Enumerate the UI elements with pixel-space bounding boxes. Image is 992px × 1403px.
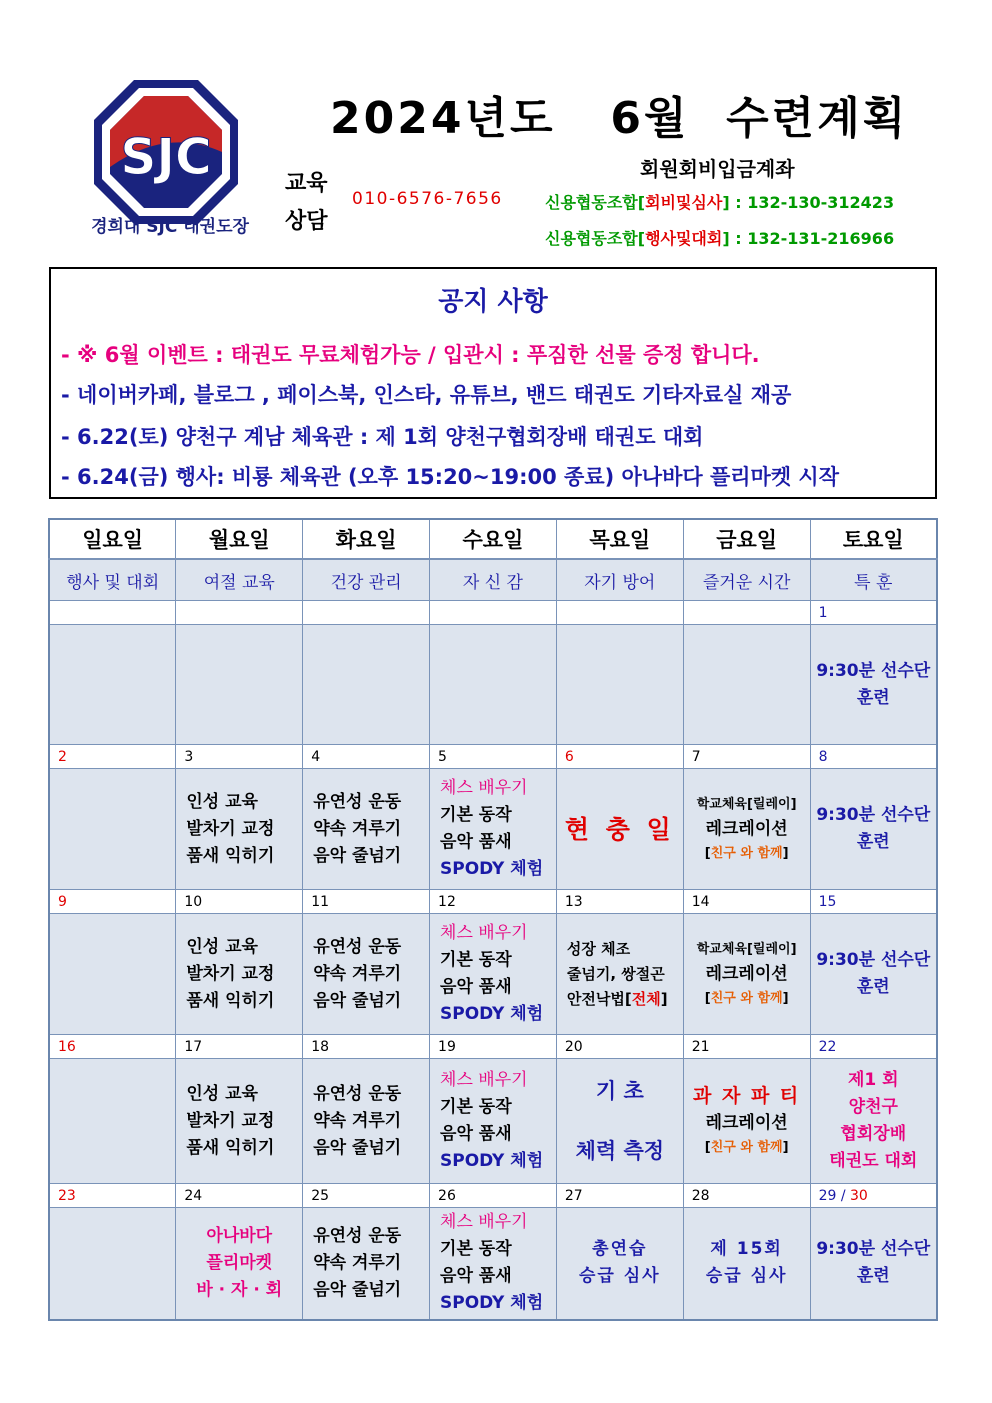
week-content-row: [49, 914, 937, 1035]
date-number: 26: [430, 1184, 557, 1208]
account-1-highlight: 회비및심사: [645, 193, 723, 212]
activity: 음악 줄넘기: [313, 990, 402, 1011]
account-2: [545, 226, 894, 249]
day-cell: [810, 625, 937, 745]
day-cell: [303, 625, 430, 745]
activity: 음악 품새: [440, 1266, 512, 1287]
activity: 약속 겨루기: [313, 1252, 402, 1273]
activity: 훈련: [856, 1266, 890, 1287]
activity: 음악 품새: [440, 1124, 512, 1144]
activity: 체력 측정: [575, 1139, 665, 1163]
day-name: 목요일: [556, 519, 683, 559]
day-name: 금요일: [683, 519, 810, 559]
day-cell: [556, 1059, 683, 1184]
date-number: 6: [556, 745, 683, 769]
date-number: 7: [683, 745, 810, 769]
date-number: 5: [430, 745, 557, 769]
activity: 음악 줄넘기: [313, 845, 402, 866]
day-cell: [303, 914, 430, 1035]
date-number: 22: [810, 1035, 937, 1059]
day-name: 토요일: [810, 519, 937, 559]
activity: 인성 교육: [186, 1083, 258, 1104]
date-row: [49, 890, 937, 914]
date-number: [303, 601, 430, 625]
day-cell: [49, 1059, 176, 1184]
activity: 승급 심사: [705, 1266, 788, 1287]
day-cell: [176, 1059, 303, 1184]
monthly-calendar: [48, 518, 938, 1321]
activity: 훈련: [856, 977, 890, 997]
activity: 기본 동작: [440, 805, 512, 825]
day-theme: 자 신 감: [430, 559, 557, 601]
date-number: 13: [556, 890, 683, 914]
activity: 9:30분 선수단: [816, 950, 931, 970]
activity: 훈련: [856, 687, 890, 708]
day-cell: [430, 914, 557, 1035]
activity: 유연성 운동: [313, 1225, 402, 1246]
day-cell: [810, 914, 937, 1035]
week-content-row: [49, 1059, 937, 1184]
activity: 과 자 파 티: [693, 1085, 801, 1107]
date-number: 23: [49, 1184, 176, 1208]
activity: 체스 배우기: [440, 1212, 528, 1233]
date-number: 28: [683, 1184, 810, 1208]
spacer: [557, 1107, 683, 1135]
date-number: 17: [176, 1035, 303, 1059]
date-number: 20: [556, 1035, 683, 1059]
day-theme: 여절 교육: [176, 559, 303, 601]
notice-line: - 6.22(토) 양천구 계남 체육관 : 제 1회 양천구협회장배 태권도 대회: [61, 425, 704, 449]
holiday-label: 현 충 일: [564, 814, 675, 844]
date-number: 24: [176, 1184, 303, 1208]
day-names-row: [49, 519, 937, 559]
activity: 음악 줄넘기: [313, 1137, 402, 1158]
day-name: 일요일: [49, 519, 176, 559]
day-cell: [49, 769, 176, 890]
school-logo: [86, 72, 249, 242]
day-theme: 즐거운 시간: [683, 559, 810, 601]
activity: 성장 체조: [566, 939, 631, 958]
date-number: 14: [683, 890, 810, 914]
activity: 학교체육[릴레이]: [696, 941, 797, 957]
activity: 약속 겨루기: [313, 818, 402, 839]
phone-number: 010-6576-7656: [352, 189, 503, 209]
date-number: [556, 601, 683, 625]
date-number: 16: [49, 1035, 176, 1059]
account-2-suffix: ] : 132-131-216966: [722, 229, 895, 248]
activity: 약속 겨루기: [313, 1110, 402, 1131]
date-row: [49, 601, 937, 625]
svg-text:SJC: SJC: [120, 128, 212, 186]
day-cell: [556, 625, 683, 745]
date-number: 27: [556, 1184, 683, 1208]
day-theme: 건강 관리: [303, 559, 430, 601]
activity: 품새 익히기: [186, 1137, 275, 1158]
activity: 레크레이션: [705, 1113, 788, 1133]
day-cell: [683, 1208, 810, 1320]
activity: 음악 줄넘기: [313, 1279, 402, 1300]
notice-line: - 6.24(금) 행사: 비룡 체육관 (오후 15:20~19:00 종료) 아나바다 플리마켓 시작: [61, 465, 840, 489]
day-cell: [430, 625, 557, 745]
activity: 양천구: [848, 1097, 898, 1117]
week-content-row: [49, 769, 937, 890]
day-theme: 행사 및 대회: [49, 559, 176, 601]
activity: 학교체육[릴레이]: [696, 796, 797, 812]
date-number: 11: [303, 890, 430, 914]
activity: 발차기 교정: [186, 963, 275, 984]
date-number-30: 30: [850, 1187, 868, 1204]
activity: 승급 심사: [578, 1266, 661, 1287]
activity: 인성 교육: [186, 936, 258, 957]
date-number: [683, 601, 810, 625]
day-theme: 특 훈: [810, 559, 937, 601]
account-title: 회원회비입금계좌: [640, 157, 795, 181]
date-row: [49, 745, 937, 769]
activity: 음악 품새: [440, 977, 512, 997]
logo-arc-text: 경희대 SJC 태권도장: [91, 217, 249, 237]
date-number: [430, 601, 557, 625]
activity: 훈련: [856, 832, 890, 852]
activity-highlight: 친구 와 함께: [710, 845, 783, 861]
date-number: [49, 601, 176, 625]
activity-text: 안전낙법[: [566, 989, 632, 1008]
activity: 총연습: [592, 1239, 648, 1260]
activity: 기본 동작: [440, 950, 512, 970]
date-number: 10: [176, 890, 303, 914]
date-number: 2: [49, 745, 176, 769]
day-cell: [49, 1208, 176, 1320]
date-number: 12: [430, 890, 557, 914]
activity-highlight: 전체: [631, 989, 661, 1008]
activity: 체스 배우기: [440, 778, 528, 798]
activity: [친구 와 함께]: [704, 1140, 789, 1155]
activity: 품새 익히기: [186, 990, 275, 1011]
activity: [친구 와 함께]: [704, 845, 789, 861]
account-2-prefix: 신용협동조합[: [545, 229, 646, 248]
activity-highlight: 친구 와 함께: [710, 990, 783, 1006]
account-2-highlight: 행사및대회: [645, 229, 723, 248]
date-number: 9: [49, 890, 176, 914]
date-number: 21: [683, 1035, 810, 1059]
activity: 9:30분 선수단: [816, 805, 931, 825]
consult-label-text: 상담: [285, 209, 328, 234]
activity: 음악 품새: [440, 832, 512, 852]
day-name: 월요일: [176, 519, 303, 559]
day-cell: [683, 769, 810, 890]
activity-highlight: 친구 와 함께: [710, 1140, 783, 1155]
activity: 제 15회: [710, 1239, 783, 1260]
activity: 유연성 운동: [313, 936, 402, 957]
activity: [567, 987, 683, 1012]
date-number: 8: [810, 745, 937, 769]
day-name: 화요일: [303, 519, 430, 559]
activity: SPODY 체험: [440, 859, 544, 879]
activity: 약속 겨루기: [313, 963, 402, 984]
account-1-prefix: 신용협동조합[: [545, 193, 646, 212]
activity: 유연성 운동: [313, 1083, 402, 1104]
day-cell: [303, 1208, 430, 1320]
day-cell: [430, 769, 557, 890]
date-row: [49, 1035, 937, 1059]
day-cell: [303, 769, 430, 890]
activity: [친구 와 함께]: [704, 990, 789, 1006]
notice-line: - ※ 6월 이벤트 : 태권도 무료체험가능 / 입관시 : 푸짐한 선물 증정 합니다.: [61, 343, 760, 367]
themes-row: [49, 559, 937, 601]
day-cell: [49, 625, 176, 745]
date-number: 19: [430, 1035, 557, 1059]
activity: 기본 동작: [440, 1097, 512, 1117]
day-cell: [556, 1208, 683, 1320]
notice-line: - 네이버카페, 블로그 , 페이스북, 인스타, 유튜브, 밴드 태권도 기타자료실 재공: [61, 383, 792, 407]
date-number: 4: [303, 745, 430, 769]
activity: 9:30분 선수단: [816, 1239, 931, 1260]
activity: 품새 익히기: [186, 845, 275, 866]
account-1-suffix: ] : 132-130-312423: [722, 193, 895, 212]
activity: 9:30분 선수단: [816, 660, 931, 681]
activity: 플리마켓: [206, 1252, 273, 1273]
day-cell: [810, 1059, 937, 1184]
activity: 제1 회: [847, 1070, 899, 1090]
day-cell: [556, 914, 683, 1035]
activity: 바 · 자 · 회: [196, 1279, 283, 1300]
activity: 태권도 대회: [829, 1151, 918, 1171]
date-number: [176, 601, 303, 625]
activity: 아나바다: [206, 1225, 273, 1246]
week-content-row: [49, 625, 937, 745]
notice-title: 공지 사항: [438, 287, 548, 317]
day-cell: [176, 914, 303, 1035]
day-cell: [49, 914, 176, 1035]
activity: 인성 교육: [186, 791, 258, 812]
date-number: 1: [810, 601, 937, 625]
day-cell: [683, 625, 810, 745]
activity: 체스 배우기: [440, 1070, 528, 1090]
day-cell: [810, 769, 937, 890]
activity: 유연성 운동: [313, 791, 402, 812]
account-1: [545, 190, 894, 213]
edu-label: 교육: [285, 171, 328, 196]
page-title: 2024년도 6월 수련계획: [330, 93, 909, 144]
activity: SPODY 체험: [440, 1151, 544, 1171]
day-cell: [176, 1208, 303, 1320]
activity: SPODY 체험: [440, 1004, 544, 1024]
day-cell: [176, 625, 303, 745]
day-cell: [556, 769, 683, 890]
notice-box: [49, 267, 937, 499]
day-cell: [683, 1059, 810, 1184]
day-cell: [303, 1059, 430, 1184]
activity: 기 초: [595, 1079, 644, 1103]
activity: 발차기 교정: [186, 818, 275, 839]
activity: 발차기 교정: [186, 1110, 275, 1131]
activity: 레크레이션: [705, 818, 788, 839]
day-cell: [683, 914, 810, 1035]
activity: 기본 동작: [440, 1239, 512, 1260]
date-number: 25: [303, 1184, 430, 1208]
consult-label: [285, 165, 328, 241]
day-cell: [430, 1059, 557, 1184]
day-name: 수요일: [430, 519, 557, 559]
date-number: 18: [303, 1035, 430, 1059]
day-cell: [176, 769, 303, 890]
date-number-29: 29: [818, 1187, 837, 1204]
activity: 체스 배우기: [440, 923, 528, 943]
week-content-row: [49, 1208, 937, 1320]
day-theme: 자기 방어: [556, 559, 683, 601]
activity: 줄넘기, 쌍절곤: [566, 964, 665, 983]
activity-text: ]: [660, 989, 668, 1008]
activity: 협회장배: [840, 1124, 907, 1144]
date-number: 3: [176, 745, 303, 769]
activity: 레크레이션: [705, 963, 788, 984]
date-number: 29 / 30: [810, 1184, 937, 1208]
day-cell: [810, 1208, 937, 1320]
day-cell: [430, 1208, 557, 1320]
date-number: 15: [810, 890, 937, 914]
activity: SPODY 체험: [440, 1293, 544, 1314]
date-row: [49, 1184, 937, 1208]
